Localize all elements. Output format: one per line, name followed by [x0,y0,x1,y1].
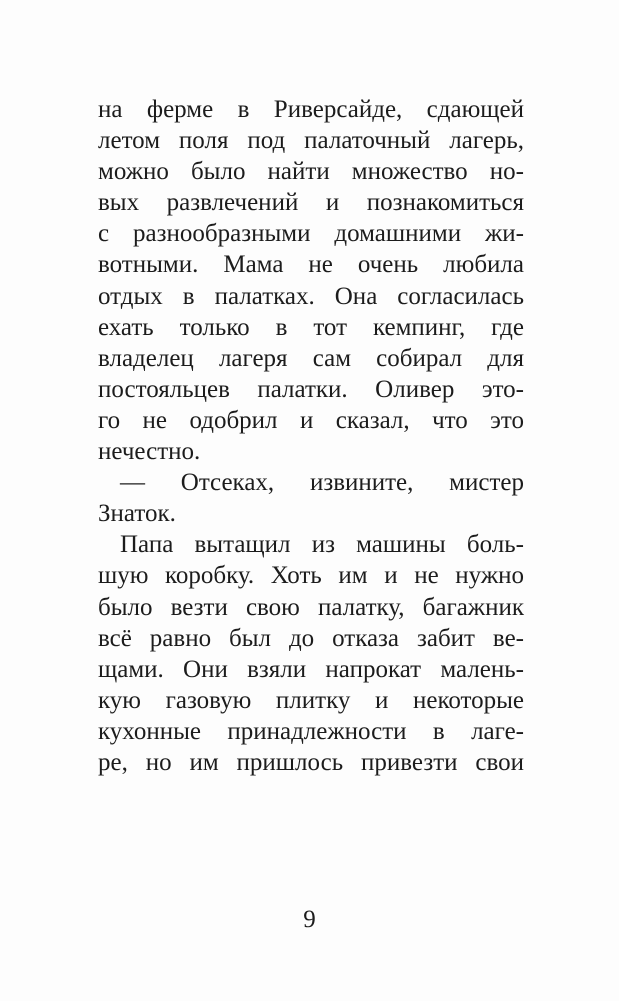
text-line: с разнообразными домашними жи- [98,220,524,248]
dialogue-line-end: Знаток. [98,500,176,528]
paragraph-start-line: Папа вытащил из машины боль- [120,531,524,559]
page-number: 9 [303,906,316,933]
text-line: владелец лагеря сам собирал для [98,344,524,372]
text-line: вотными. Мама не очень любила [98,251,524,279]
text-line: на ферме в Риверсайде, сдающей [98,96,524,123]
text-line: го не одобрил и сказал, что это [98,406,524,434]
text-line: вых развлечений и познакомиться [98,189,524,217]
text-line: кухонные принадлежности в лаге- [98,717,524,745]
text-line-paragraph-end: нечестно. [98,438,201,466]
body-text [98,94,524,778]
text-line: постояльцев палатки. Оливер это- [98,375,524,403]
text-line: можно было найти множество но- [98,158,524,186]
text-line: всё равно был до отказа забит ве- [98,624,524,652]
text-line: было везти свою палатку, багажник [98,593,524,621]
text-line: кую газовую плитку и некоторые [98,686,524,714]
text-line: ехать только в тот кемпинг, где [98,313,524,341]
text-line: отдых в палатках. Она согласилась [98,282,524,310]
text-line: щами. Они взяли напрокат малень- [98,655,524,683]
dialogue-line: — Отсеках, извините, мистер [120,469,524,497]
text-line: летом поля под палаточный лагерь, [98,127,524,155]
text-line: шую коробку. Хоть им и не нужно [98,562,524,590]
text-line: ре, но им пришлось привезти свои [98,748,524,776]
